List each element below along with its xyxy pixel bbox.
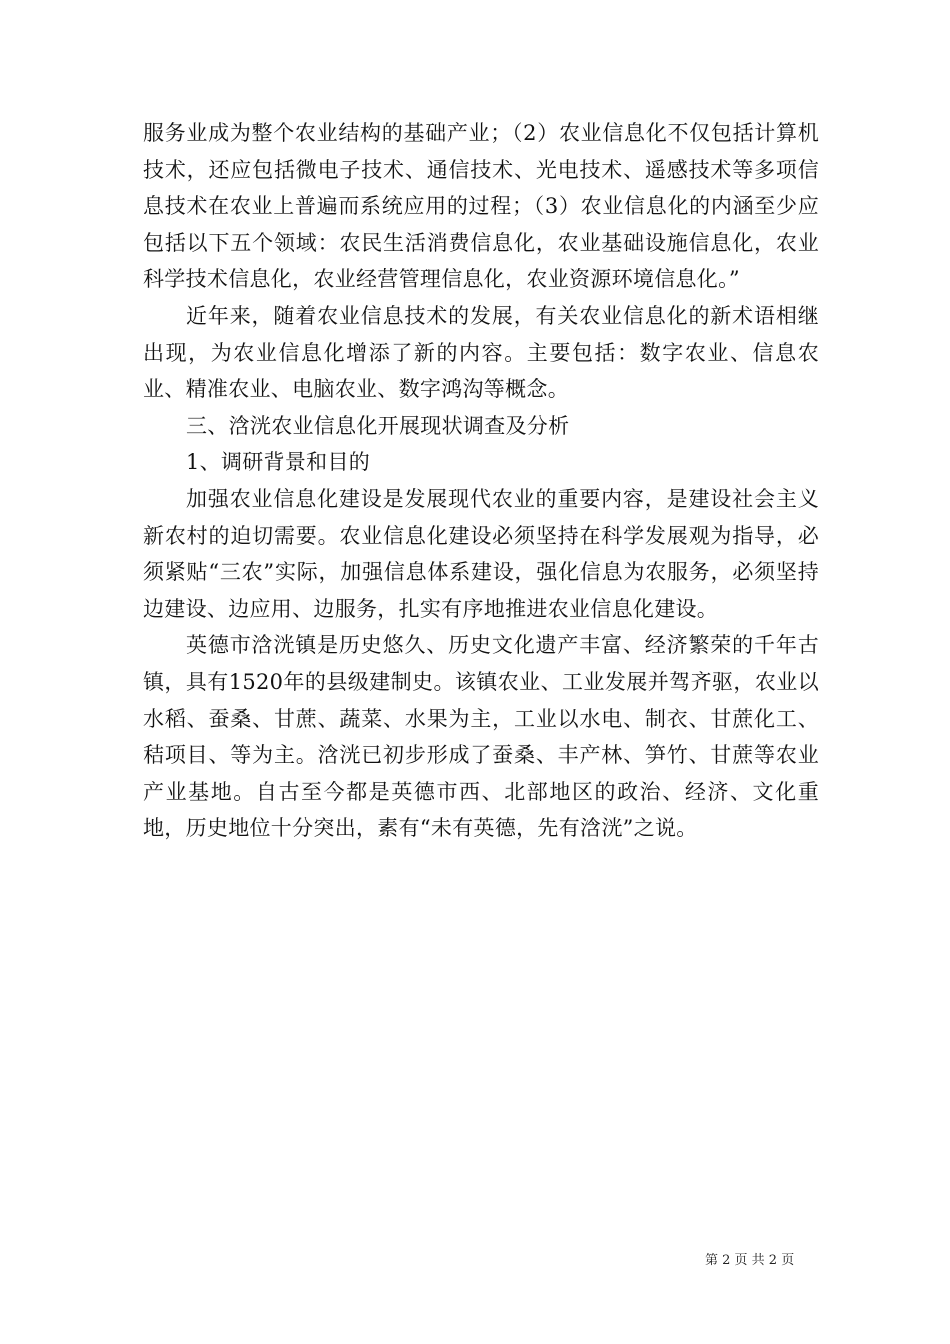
page-number: 第 2 页 共 2 页 — [705, 1253, 795, 1268]
section-heading: 三、浛洸农业信息化开展现状调查及分析 — [186, 413, 570, 438]
paragraph-construction: 加强农业信息化建设是发展现代农业的重要内容，是建设社会主义新农村的迫切需要。农业信息化建设必须坚持在科学发展观为指导，必须紧贴“三农”实际，加强信息体系建设，强化信息为农服务，必须坚持边建设、边应用、边服务，扎实有序地推进农业信息化建设。 — [143, 486, 819, 621]
paragraph-town-overview: 英德市浛洸镇是历史悠久、历史文化遗产丰富、经济繁荣的千年古镇，具有1520年的县级建制史。该镇农业、工业发展并驾齐驱，农业以水稻、蚕桑、甘蔗、蔬菜、水果为主，工业以水电、制衣、甘蔗化工、秸项目、等为主。浛洸已初步形成了蚕桑、丰产林、笋竹、甘蔗等农业产业基地。自古至今都是英德市西、北部地区的政治、经济、文化重地，历史地位十分突出，素有“未有英德，先有浛洸”之说。 — [143, 633, 819, 841]
subsection-heading: 1、调研背景和目的 — [186, 450, 371, 475]
document-body — [143, 115, 819, 847]
paragraph-new-terms: 近年来，随着农业信息技术的发展，有关农业信息化的新术语相继出现，为农业信息化增添了新的内容。主要包括：数字农业、信息农业、精准农业、电脑农业、数字鸿沟等概念。 — [143, 303, 819, 402]
paragraph-continuation: 服务业成为整个农业结构的基础产业；（2）农业信息化不仅包括计算机技术，还应包括微电子技术、通信技术、光电技术、遥感技术等多项信息技术在农业上普遍而系统应用的过程；（3）农业信息化的内涵至少应包括以下五个领域：农民生活消费信息化，农业基础设施信息化，农业科学技术信息化，农业经营管理信息化，农业资源环境信息化。” — [143, 121, 819, 292]
